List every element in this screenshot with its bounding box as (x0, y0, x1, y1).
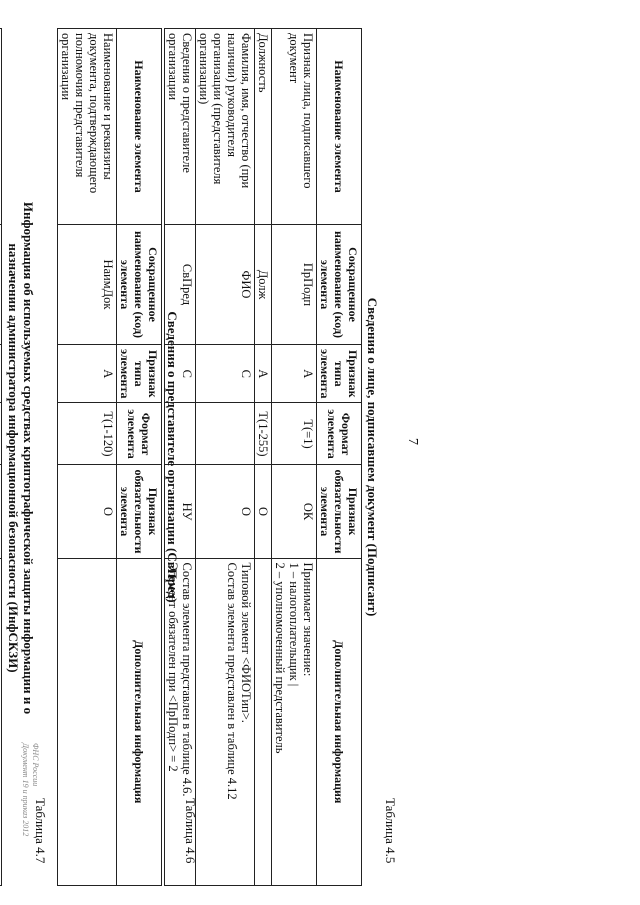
element-name-cell: Должность (255, 29, 272, 225)
table-row (58, 29, 117, 886)
column-header: Сокращенное наименование (код) элемента (117, 225, 162, 345)
type-cell: С (165, 345, 196, 403)
table-row (255, 29, 272, 886)
column-header (0, 345, 2, 403)
format-cell: T(=1) (272, 403, 317, 465)
element-name-cell: Сведения о представителе организации (165, 29, 196, 225)
column-header (0, 225, 2, 345)
table-4-6-label: Таблица 4.6 (183, 798, 198, 864)
code-cell: Долж (255, 225, 272, 345)
table-4-5-title: Сведения о лице, подписавшем документ (Подписант) (365, 297, 380, 617)
code-cell: СвПред (165, 225, 196, 345)
code-cell: ПрПодп (272, 225, 317, 345)
column-header: Дополнительная информация (117, 558, 162, 885)
column-header: Формат элемента (317, 403, 362, 465)
signer-table (164, 28, 362, 886)
page-number: 7 (405, 438, 420, 445)
column-header (0, 558, 2, 885)
required-cell: О (196, 465, 255, 558)
info-cell: Принимает значение: 1 – налогоплательщик | 2 – уполномоченный представитель (272, 558, 317, 885)
column-header (0, 465, 2, 558)
info-cell (255, 558, 272, 885)
element-name-cell: Фамилия, имя, отчество (при наличии) руководителя организации (представителя организации) (196, 29, 255, 225)
table-4-6-title: Сведения о представителе организации (СвПред) (165, 311, 180, 603)
code-cell: НаимДок (58, 225, 117, 345)
element-name-cell: Признак лица, подписавшего документ (272, 29, 317, 225)
info-cell: Типовой элемент <ФИОТип>. Состав элемента представлен в таблице 4.12 (196, 558, 255, 885)
table-4-5-label: Таблица 4.5 (383, 798, 398, 864)
rotated-document-sheet (6, 18, 620, 888)
column-header (0, 403, 2, 465)
column-header (0, 29, 2, 225)
required-cell: О (58, 465, 117, 558)
format-cell: T(1-255) (255, 403, 272, 465)
required-cell: О (255, 465, 272, 558)
table-header-row (117, 29, 162, 886)
info-cell (58, 558, 117, 885)
format-cell: T(1-120) (58, 403, 117, 465)
required-cell: НУ (165, 465, 196, 558)
table-row (196, 29, 255, 886)
column-header: Наименование элемента (117, 29, 162, 225)
code-cell: ФИО (196, 225, 255, 345)
table-header-row (0, 29, 2, 886)
registration-stamp: ФНС России Документ 19 и приказ 2012 (21, 743, 40, 837)
info-cell: Состав элемента представлен в таблице 4.6. Элемент обязателен при <ПрПодп> = 2 (165, 558, 196, 885)
required-cell: ОК (272, 465, 317, 558)
column-header: Дополнительная информация (317, 558, 362, 885)
representative-table (57, 28, 162, 886)
table-4-7-title: Информация об используемых средствах криптографической защиты информации и о назначении администратора информационной безопасности (ИнфСКЗИ) (6, 201, 36, 715)
element-name-cell: Наименование и реквизиты документа, подтверждающего полномочия представителя организации (58, 29, 117, 225)
column-header: Формат элемента (117, 403, 162, 465)
type-cell: С (196, 345, 255, 403)
format-cell (196, 403, 255, 465)
column-header: Признак обязательности элемента (117, 465, 162, 558)
type-cell: А (58, 345, 117, 403)
column-header: Признак обязательности элемента (317, 465, 362, 558)
column-header: Сокращенное наименование (код) элемента (317, 225, 362, 345)
type-cell: А (272, 345, 317, 403)
crypto-table (0, 28, 2, 886)
column-header: Наименование элемента (317, 29, 362, 225)
table-header-row (317, 29, 362, 886)
table-row (272, 29, 317, 886)
table-4-7-label: Таблица 4.7 (33, 798, 48, 864)
type-cell: А (255, 345, 272, 403)
column-header: Признак типа элемента (317, 345, 362, 403)
column-header: Признак типа элемента (117, 345, 162, 403)
